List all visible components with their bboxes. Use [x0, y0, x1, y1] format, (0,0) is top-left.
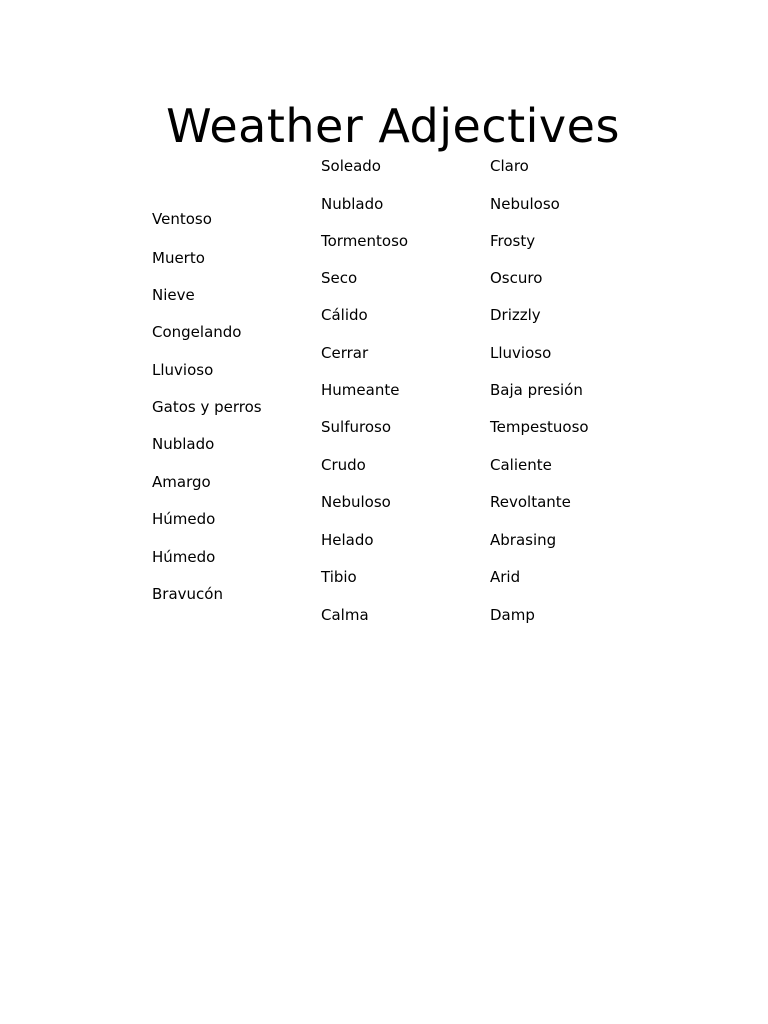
- word-item: Soleado: [321, 157, 381, 175]
- word-item: Congelando: [152, 323, 242, 341]
- word-item: Húmedo: [152, 510, 216, 528]
- word-item: Oscuro: [490, 269, 543, 287]
- word-item: Tibio: [321, 568, 357, 586]
- word-item: Claro: [490, 157, 529, 175]
- word-item: Damp: [490, 606, 535, 624]
- word-item: Cálido: [321, 306, 368, 324]
- word-item: Bravucón: [152, 585, 223, 603]
- word-item: Lluvioso: [152, 361, 214, 379]
- word-item: Lluvioso: [490, 344, 552, 362]
- word-item: Muerto: [152, 249, 205, 267]
- word-item: Arid: [490, 568, 521, 586]
- word-item: Drizzly: [490, 306, 541, 324]
- word-item: Baja presión: [490, 381, 583, 399]
- word-item: Cerrar: [321, 344, 369, 362]
- word-item: Nebuloso: [490, 195, 560, 213]
- word-item: Helado: [321, 531, 374, 549]
- word-item: Crudo: [321, 456, 366, 474]
- word-item: Sulfuroso: [321, 418, 391, 436]
- word-item: Frosty: [490, 232, 536, 250]
- word-item: Abrasing: [490, 531, 557, 549]
- word-item: Calma: [321, 606, 369, 624]
- word-item: Nebuloso: [321, 493, 391, 511]
- word-item: Ventoso: [152, 210, 212, 228]
- word-item: Nieve: [152, 286, 195, 304]
- page-title: Weather Adjectives: [166, 99, 620, 153]
- word-item: Tempestuoso: [490, 418, 589, 436]
- word-item: Caliente: [490, 456, 552, 474]
- word-item: Seco: [321, 269, 358, 287]
- word-item: Gatos y perros: [152, 398, 262, 416]
- word-item: Nublado: [321, 195, 384, 213]
- word-item: Amargo: [152, 473, 211, 491]
- word-item: Humeante: [321, 381, 400, 399]
- word-item: Revoltante: [490, 493, 571, 511]
- word-item: Nublado: [152, 435, 215, 453]
- word-item: Húmedo: [152, 548, 216, 566]
- word-item: Tormentoso: [321, 232, 409, 250]
